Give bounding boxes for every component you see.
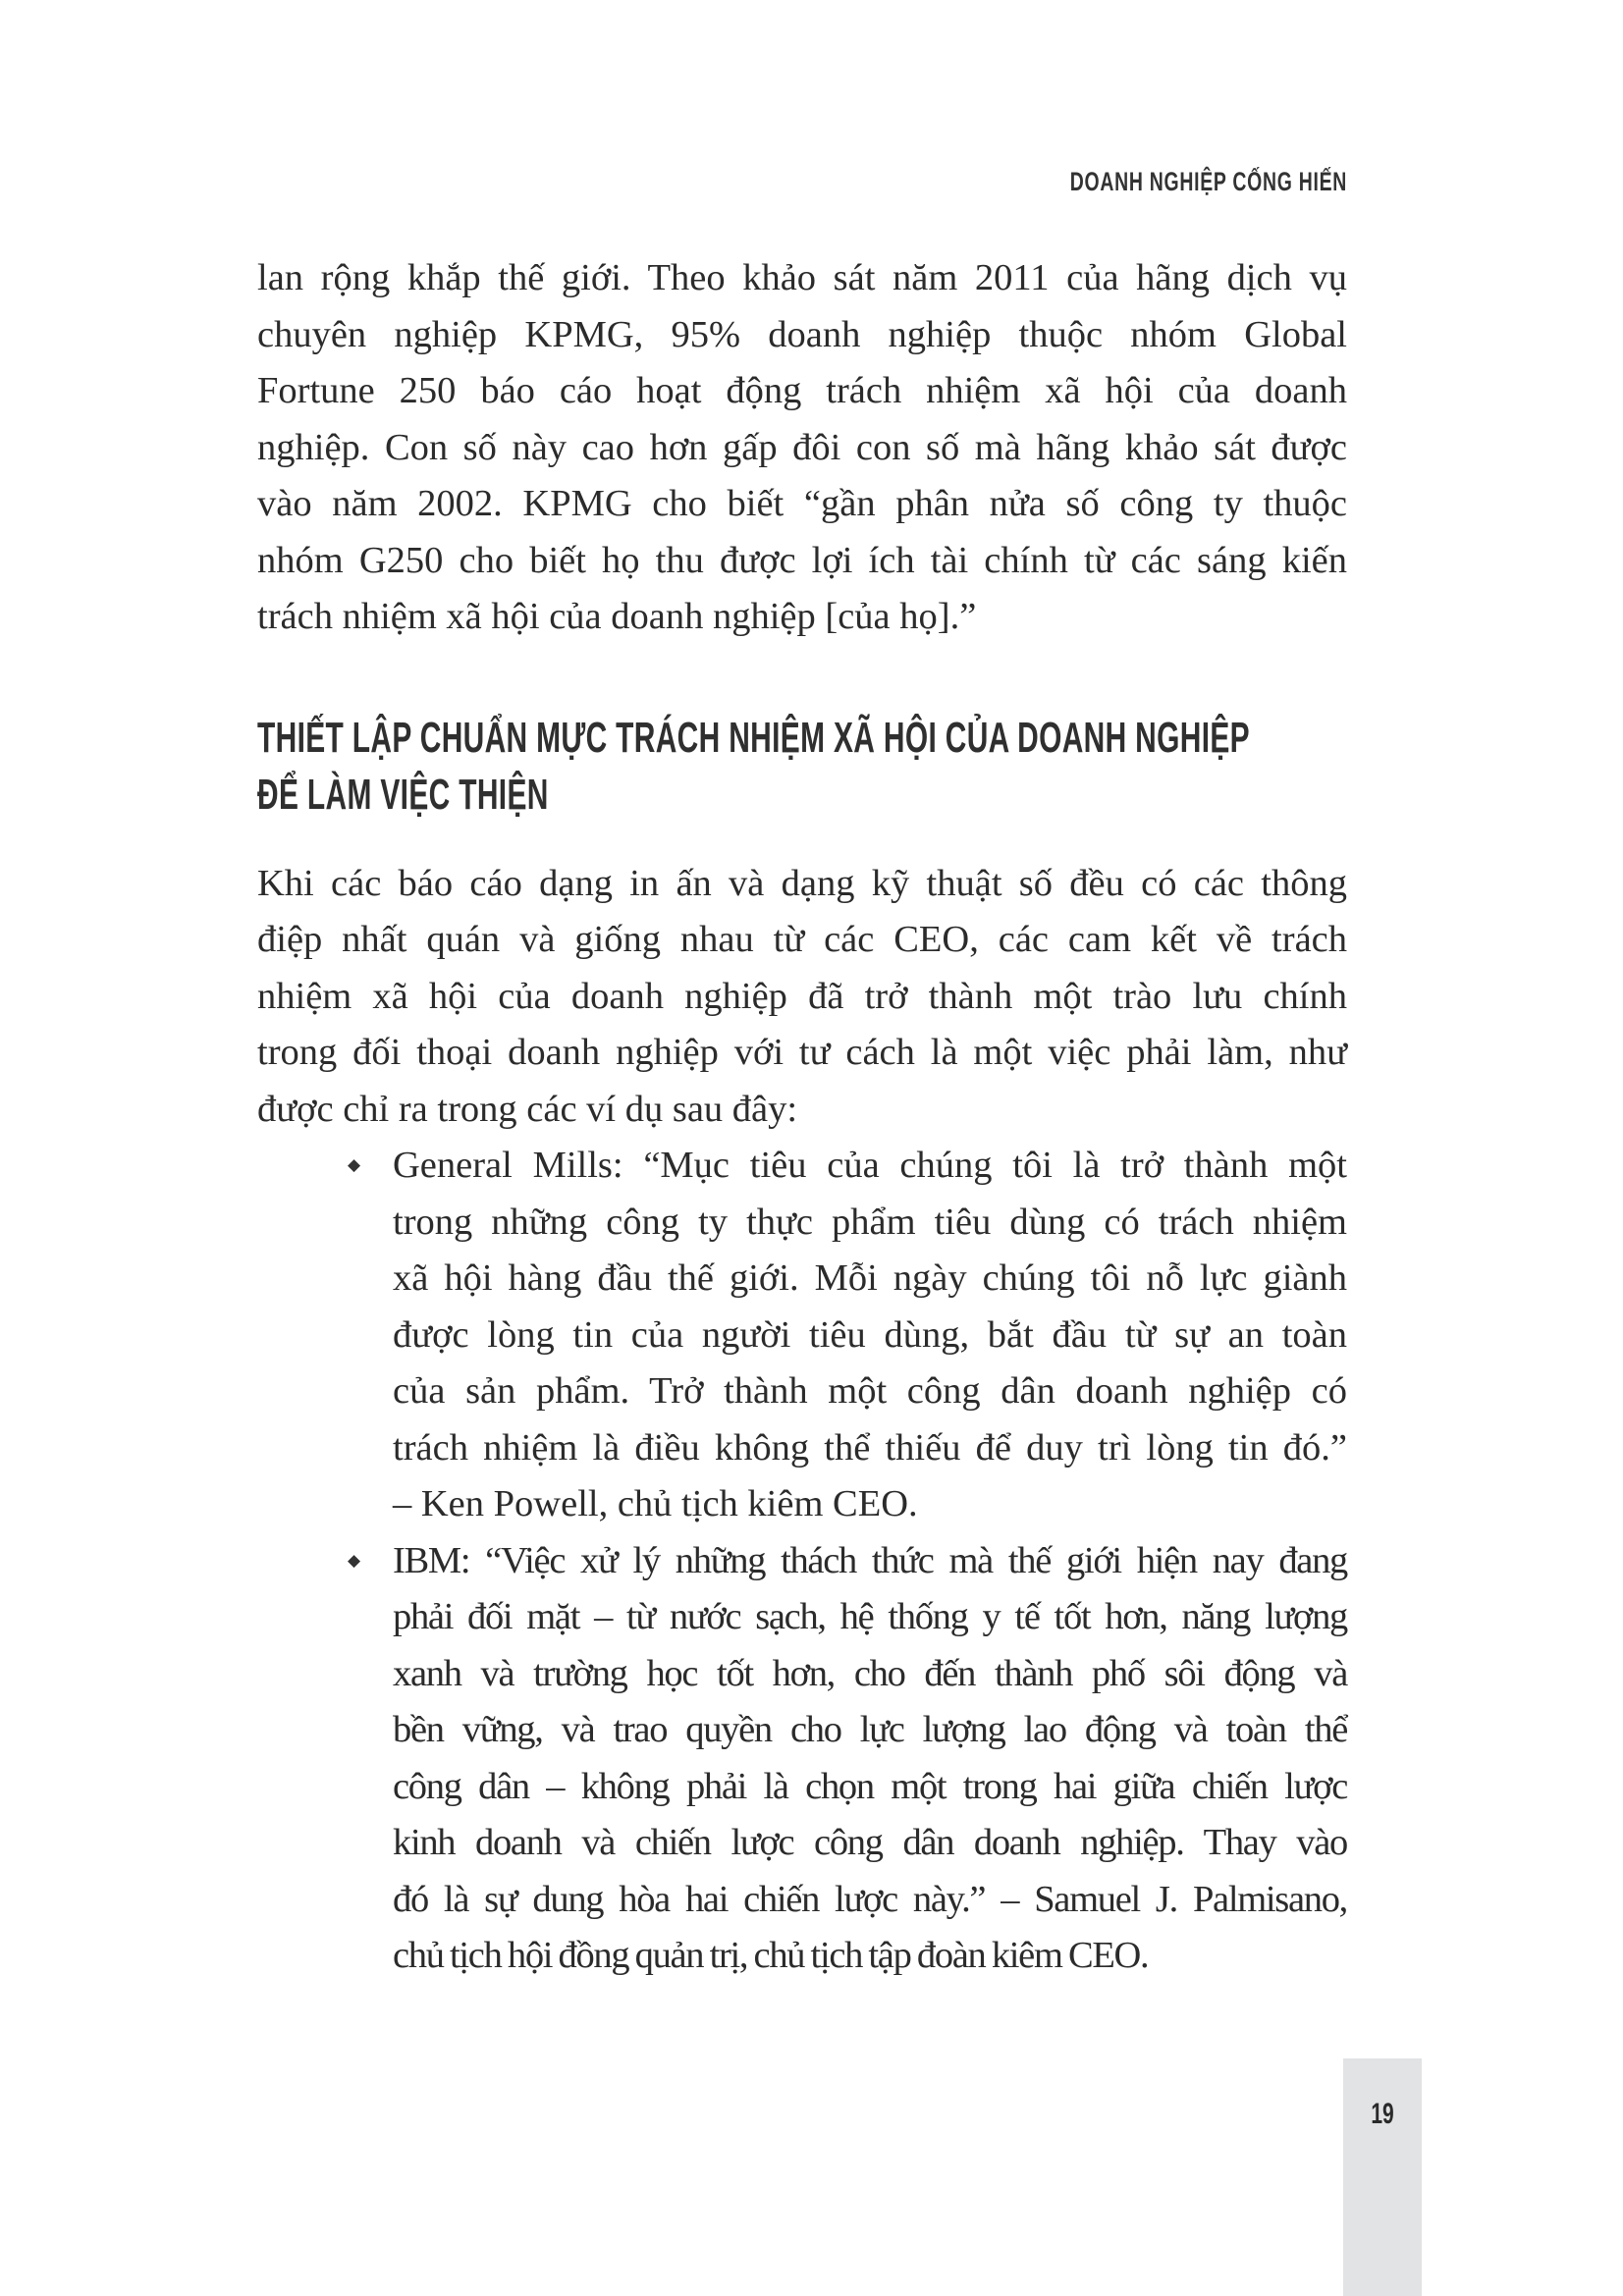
list-item-general-mills bbox=[257, 1138, 1347, 1533]
paragraph-line: vào năm 2002. KPMG cho biết “gần phân nửa số công ty thuộc bbox=[257, 483, 1347, 524]
paragraph-line: được chỉ ra trong các ví dụ sau đây: bbox=[257, 1088, 798, 1130]
paragraph-line: nhóm G250 cho biết họ thu được lợi ích tài chính từ các sáng kiến bbox=[257, 539, 1347, 581]
list-item-line: kinh doanh và chiến lược công dân doanh nghiệp. Thay vào bbox=[393, 1822, 1347, 1863]
list-item-line: của sản phẩm. Trở thành một công dân doanh nghiệp có bbox=[393, 1370, 1347, 1412]
list-item-line: đó là sự dung hòa hai chiến lược này.” – Samuel J. Palmisano, bbox=[393, 1878, 1347, 1920]
diamond-bullet-icon: ◆ bbox=[348, 1550, 359, 1571]
list-item-line: General Mills: “Mục tiêu của chúng tôi là trở thành một bbox=[393, 1145, 1347, 1186]
paragraph-line: chuyên nghiệp KPMG, 95% doanh nghiệp thuộc nhóm Global bbox=[257, 313, 1347, 355]
paragraph-line: Khi các báo cáo dạng in ấn và dạng kỹ thuật số đều có các thông bbox=[257, 862, 1347, 904]
paragraph-line: trong đối thoại doanh nghiệp với tư cách là một việc phải làm, như bbox=[257, 1032, 1347, 1073]
list-item-line: phải đối mặt – từ nước sạch, hệ thống y tế tốt hơn, năng lượng bbox=[393, 1596, 1347, 1637]
section-heading bbox=[257, 710, 1347, 824]
page-number-tab bbox=[1343, 2058, 1422, 2296]
example-list bbox=[257, 1138, 1347, 1985]
list-item-line: xanh và trường học tốt hơn, cho đến thành phố sôi động và bbox=[393, 1652, 1347, 1694]
section-heading-line: THIẾT LẬP CHUẨN MỰC TRÁCH NHIỆM XÃ HỘI CỦA DOANH NGHIỆP bbox=[257, 713, 1250, 762]
paragraph-line: Fortune 250 báo cáo hoạt động trách nhiệm xã hội của doanh bbox=[257, 370, 1347, 411]
section-paragraph bbox=[257, 856, 1347, 1139]
list-item-line: chủ tịch hội đồng quản trị, chủ tịch tập đoàn kiêm CEO. bbox=[393, 1935, 1149, 1976]
paragraph-line: nghiệp. Con số này cao hơn gấp đôi con số mà hãng khảo sát được bbox=[257, 426, 1347, 468]
list-item-line: trong những công ty thực phẩm tiêu dùng có trách nhiệm bbox=[393, 1201, 1347, 1243]
section-heading-line: ĐỂ LÀM VIỆC THIỆN bbox=[257, 770, 549, 819]
intro-paragraph bbox=[257, 250, 1347, 646]
list-item-line: công dân – không phải là chọn một trong hai giữa chiến lược bbox=[393, 1765, 1347, 1807]
list-item-line: trách nhiệm là điều không thể thiếu để duy trì lòng tin đó.” bbox=[393, 1426, 1347, 1468]
list-item-ibm bbox=[257, 1533, 1347, 1985]
list-item-line: IBM: “Việc xử lý những thách thức mà thế giới hiện nay đang bbox=[393, 1539, 1347, 1581]
paragraph-line: trách nhiệm xã hội của doanh nghiệp [của họ].” bbox=[257, 596, 977, 637]
paragraph-line: lan rộng khắp thế giới. Theo khảo sát năm 2011 của hãng dịch vụ bbox=[257, 257, 1347, 298]
paragraph-line: điệp nhất quán và giống nhau từ các CEO, các cam kết về trách bbox=[257, 919, 1347, 960]
list-item-line: – Ken Powell, chủ tịch kiêm CEO. bbox=[393, 1483, 918, 1524]
running-header-title: DOANH NGHIỆP CỐNG HIẾN bbox=[1069, 167, 1347, 196]
diamond-bullet-icon: ◆ bbox=[348, 1155, 361, 1175]
page-content bbox=[257, 250, 1347, 1985]
list-item-line: xã hội hàng đầu thế giới. Mỗi ngày chúng tôi nỗ lực giành bbox=[393, 1257, 1347, 1299]
paragraph-line: nhiệm xã hội của doanh nghiệp đã trở thành một trào lưu chính bbox=[257, 975, 1347, 1017]
page-number: 19 bbox=[1371, 2098, 1394, 2130]
list-item-line: bền vững, và trao quyền cho lực lượng lao động và toàn thể bbox=[393, 1709, 1347, 1750]
list-item-line: được lòng tin của người tiêu dùng, bắt đầu từ sự an toàn bbox=[393, 1313, 1347, 1356]
